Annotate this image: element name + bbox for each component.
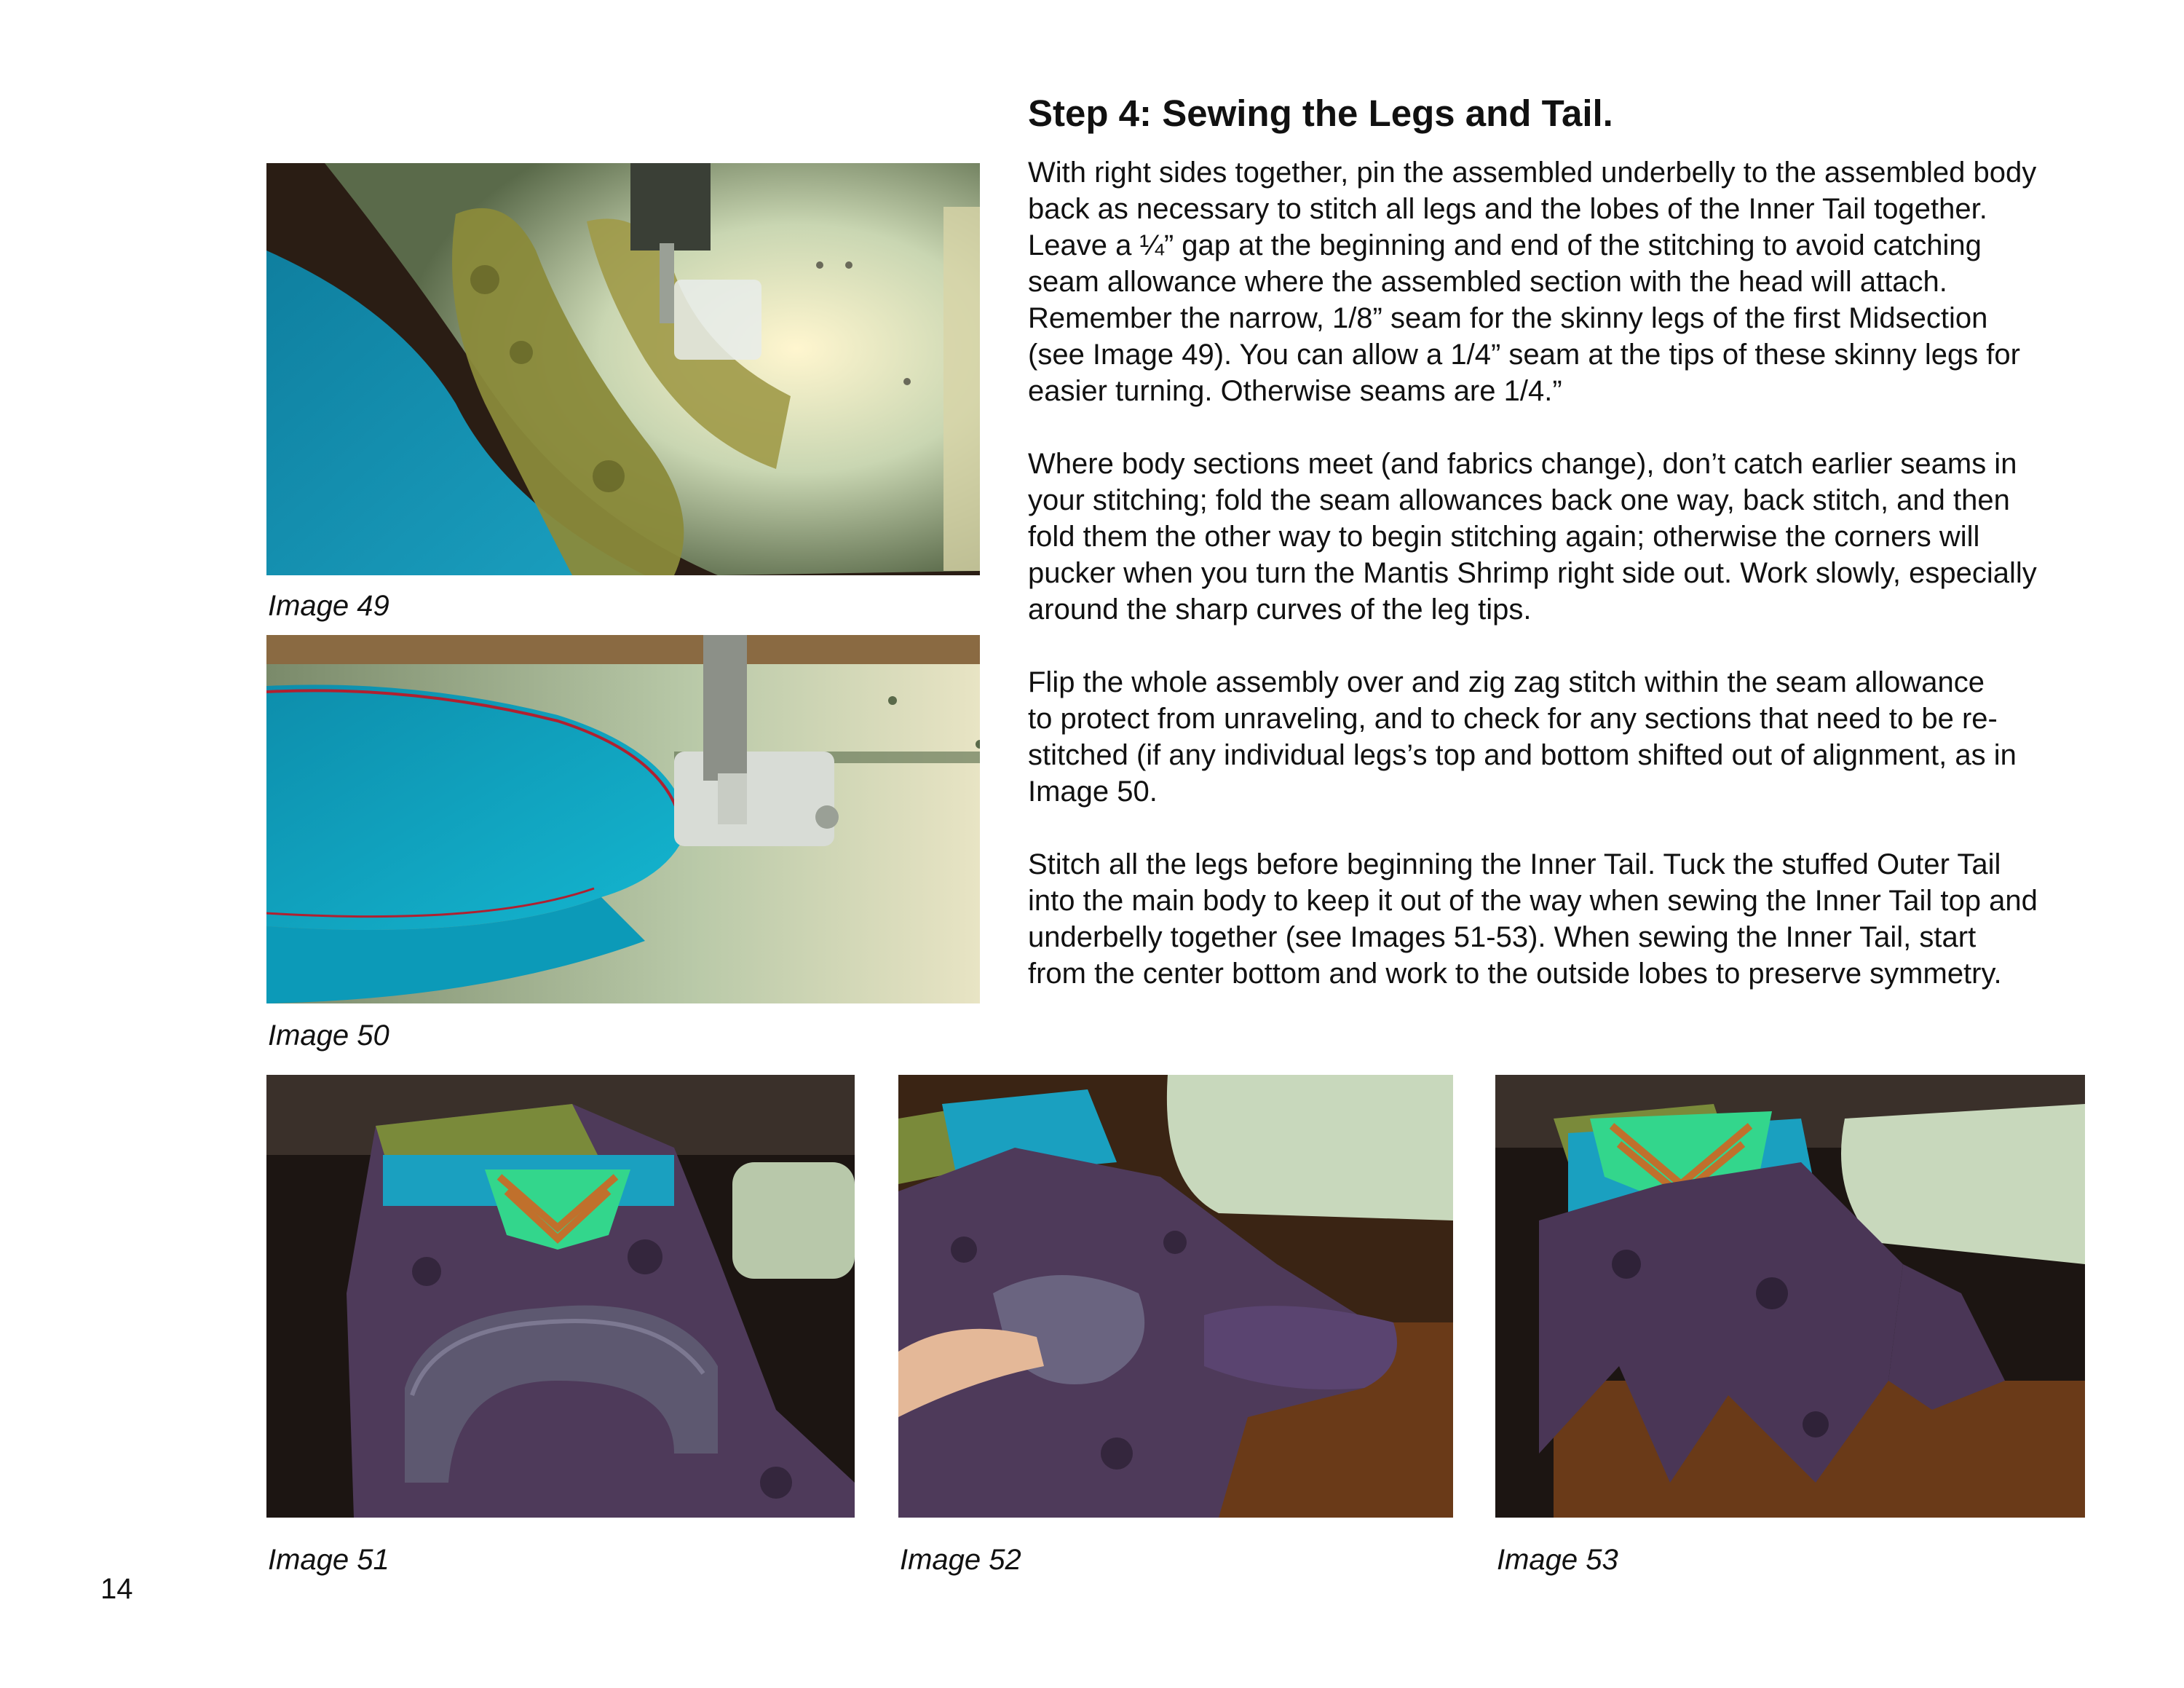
paragraph-line: pucker when you turn the Mantis Shrimp right side out. Work slowly, especially — [1028, 557, 2037, 589]
image-51-outer-tail-tucked — [266, 1075, 855, 1518]
paragraph-line: Flip the whole assembly over and zig zag stitch within the seam allowance — [1028, 666, 1985, 698]
paragraph-line: fold them the other way to begin stitching again; otherwise the corners will — [1028, 521, 1980, 553]
caption-image-51: Image 51 — [268, 1544, 389, 1576]
paragraph-3 — [1028, 664, 2113, 810]
paragraph-line: easier turning. Otherwise seams are 1/4.” — [1028, 375, 1562, 407]
instructions-body — [1028, 154, 2113, 1028]
paragraph-line: Leave a ¼” gap at the beginning and end of the stitching to avoid catching — [1028, 229, 1982, 261]
paragraph-line: to protect from unraveling, and to check for any sections that need to be re- — [1028, 703, 1998, 735]
paragraph-line: your stitching; fold the seam allowances back one way, back stitch, and then — [1028, 484, 2010, 516]
paragraph-line: Stitch all the legs before beginning the Inner Tail. Tuck the stuffed Outer Tail — [1028, 848, 2001, 880]
photo-image-50 — [266, 635, 980, 1003]
photo-image-52 — [898, 1075, 1453, 1518]
image-53-inner-tail-pinned — [1495, 1075, 2085, 1518]
paragraph-line: Image 50. — [1028, 776, 1158, 808]
photo-image-51 — [266, 1075, 855, 1518]
paragraph-line: (see Image 49). You can allow a 1/4” seam at the tips of these skinny legs for — [1028, 339, 2020, 371]
paragraph-line: With right sides together, pin the assembled underbelly to the assembled body — [1028, 157, 2037, 189]
caption-image-50: Image 50 — [268, 1019, 389, 1052]
paragraph-4 — [1028, 846, 2113, 992]
page-number: 14 — [100, 1573, 133, 1605]
caption-image-53: Image 53 — [1497, 1544, 1618, 1576]
caption-image-49: Image 49 — [268, 590, 389, 622]
image-49-sewing-machine-fabric — [266, 163, 980, 575]
paragraph-line: from the center bottom and work to the outside lobes to preserve symmetry. — [1028, 958, 2002, 990]
paragraph-line: underbelly together (see Images 51-53). When sewing the Inner Tail, start — [1028, 921, 1977, 953]
paragraph-line: around the sharp curves of the leg tips. — [1028, 593, 1532, 626]
image-50-zigzag-stitch — [266, 635, 980, 1003]
photo-image-49 — [266, 163, 980, 575]
paragraph-line: Remember the narrow, 1/8” seam for the skinny legs of the first Midsection — [1028, 302, 1988, 334]
photo-image-53 — [1495, 1075, 2085, 1518]
paragraph-line: seam allowance where the assembled section with the head will attach. — [1028, 266, 1947, 298]
paragraph-line: back as necessary to stitch all legs and the lobes of the Inner Tail together. — [1028, 193, 1987, 225]
image-52-tucking-outer-tail — [898, 1075, 1453, 1518]
paragraph-1 — [1028, 154, 2113, 409]
page-title: Step 4: Sewing the Legs and Tail. — [1028, 92, 1613, 134]
paragraph-2 — [1028, 446, 2113, 628]
paragraph-line: Where body sections meet (and fabrics change), don’t catch earlier seams in — [1028, 448, 2017, 480]
caption-image-52: Image 52 — [900, 1544, 1021, 1576]
paragraph-line: into the main body to keep it out of the way when sewing the Inner Tail top and — [1028, 885, 2038, 917]
paragraph-line: stitched (if any individual legs’s top and bottom shifted out of alignment, as in — [1028, 739, 2017, 771]
